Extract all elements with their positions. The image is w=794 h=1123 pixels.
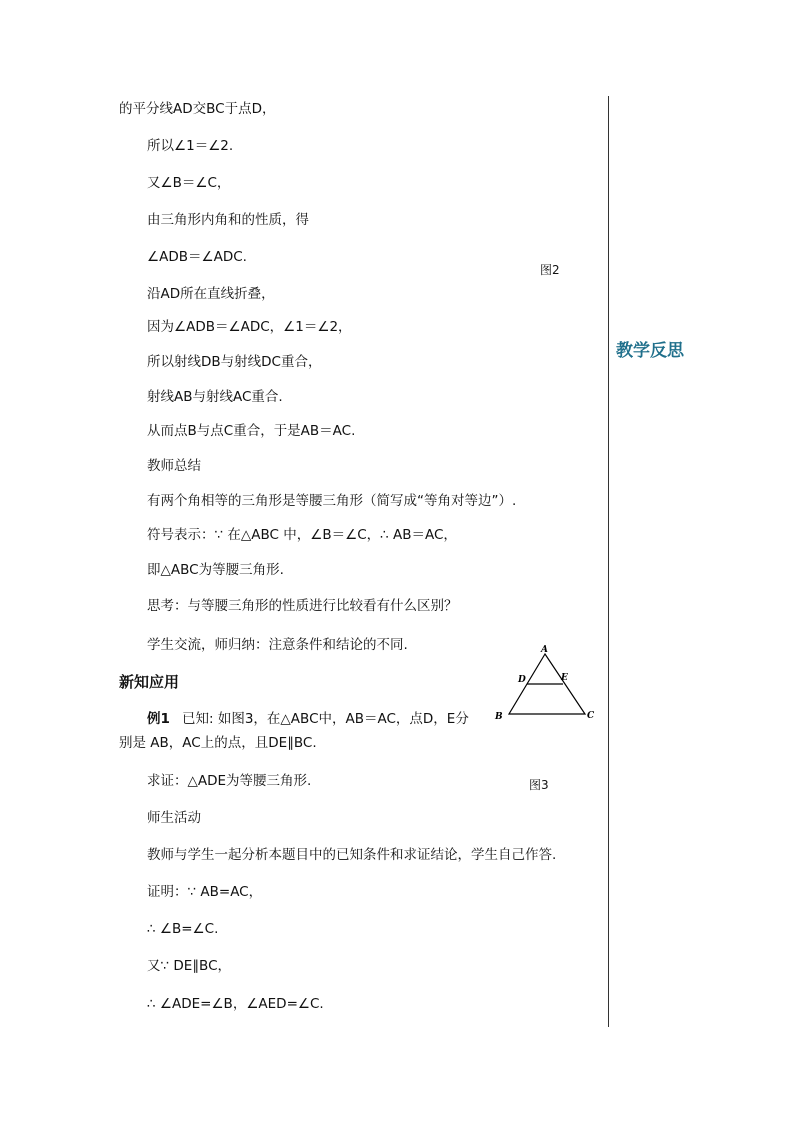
text-line-13: 符号表示：∵ 在△ABC 中，∠B＝∠C，∴ AB＝AC， (147, 527, 457, 543)
text-line-21: 师生活动 (147, 810, 201, 826)
text-line-8: 所以射线DB与射线DC重合， (147, 354, 322, 370)
label-a: A (541, 645, 548, 655)
text-line-2: 所以∠1＝∠2. (147, 138, 234, 154)
triangle-figure-3 (490, 640, 600, 725)
label-c: C (587, 711, 595, 721)
figure-2-caption: 图2 (540, 263, 560, 277)
text-line-11: 教师总结 (147, 458, 201, 474)
text-line-4: 由三角形内角和的性质，得 (147, 212, 309, 228)
text-line-9: 射线AB与射线AC重合. (147, 389, 283, 405)
text-line-16: 学生交流，师归纳：注意条件和结论的不同. (147, 637, 408, 653)
section-heading-new-knowledge: 新知应用 (119, 673, 180, 691)
text-line-24: ∴ ∠B=∠C. (147, 921, 219, 937)
text-line-5: ∠ADB＝∠ADC. (147, 249, 247, 265)
text-line-26: ∴ ∠ADE=∠B，∠AED=∠C. (147, 996, 324, 1012)
text-line-10: 从而点B与点C重合，于是AB＝AC. (147, 423, 356, 439)
text-line-1: 的平分线AD交BC于点D， (119, 101, 276, 117)
text-line-23: 证明：∵ AB=AC， (147, 884, 263, 900)
example-label: 例1 (147, 711, 170, 727)
text-line-6: 沿AD所在直线折叠， (147, 286, 275, 302)
text-line-14: 即△ABC为等腰三角形. (147, 562, 284, 578)
text-line-7: 因为∠ADB＝∠ADC，∠1＝∠2， (147, 319, 352, 335)
text-line-3: 又∠B＝∠C， (147, 175, 231, 191)
figure-3-caption: 图3 (529, 778, 549, 792)
text-line-15: 思考：与等腰三角形的性质进行比较看有什么区别？ (147, 598, 458, 614)
sidebar-title: 教学反思 (616, 341, 684, 361)
column-divider (608, 96, 609, 1027)
label-d: D (518, 675, 526, 685)
text-line-18: 已知: 如图3，在△ABC中，AB＝AC，点D，E分 (182, 711, 469, 727)
label-b: B (495, 712, 503, 722)
text-line-25: 又∵ DE∥BC， (147, 958, 232, 974)
text-line-12: 有两个角相等的三角形是等腰三角形（简写成“等角对等边”）. (147, 493, 517, 509)
text-line-22: 教师与学生一起分析本题目中的已知条件和求证结论，学生自己作答. (147, 847, 557, 863)
label-e: E (561, 673, 568, 683)
text-line-20: 求证：△ADE为等腰三角形. (147, 773, 312, 789)
text-line-19: 别是 AB，AC上的点，且DE∥BC. (119, 735, 317, 751)
